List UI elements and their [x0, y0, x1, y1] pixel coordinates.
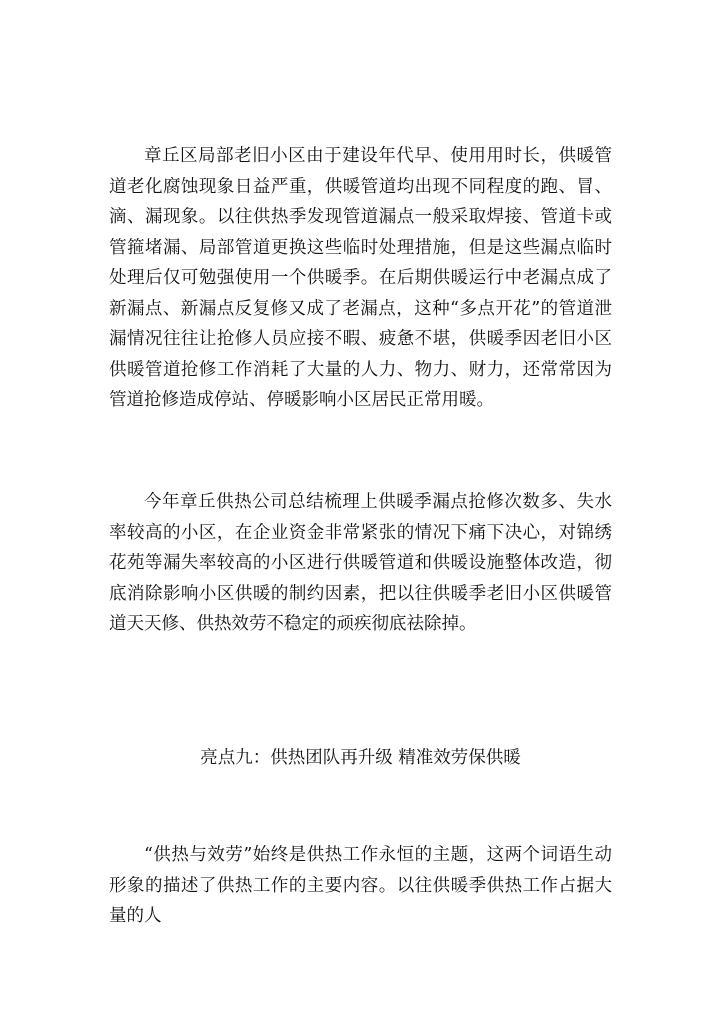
body-paragraph-2: 今年章丘供热公司总结梳理上供暖季漏点抢修次数多、失水率较高的小区，在企业资金非常紧张的情况下痛下决心，对锦绣花苑等漏失率较高的小区进行供暖管道和供暖设施整体改造，彻底消除影响小区供暖的制约因素，把以往供暖季老旧小区供暖管道天天修、供热效劳不稳定的顽疾彻底祛除掉。: [109, 492, 612, 634]
body-paragraph-1: 章丘区局部老旧小区由于建设年代早、使用用时长，供暖管道老化腐蚀现象日益严重，供暖管道均出现不同程度的跑、冒、滴、漏现象。以往供热季发现管道漏点一般采取焊接、管道卡或管箍堵漏、局部管道更换这些临时处理措施，但是这些漏点临时处理后仅可勉强使用一个供暖季。在后期供暖运行中老漏点成了新漏点、新漏点反复修又成了老漏点，这种“多点开花”的管道泄漏情况往往让抢修人员应接不暇、疲惫不堪，供暖季因老旧小区供暖管道抢修工作消耗了大量的人力、物力、财力，还常常因为管道抢修造成停站、停暖影响小区居民正常用暖。: [109, 146, 612, 410]
section-heading: 亮点九：供热团队再升级 精准效劳保供暖: [200, 748, 521, 768]
body-paragraph-3: “供热与效劳”始终是供热工作永恒的主题，这两个词语生动形象的描述了供热工作的主要内容。以往供暖季供热工作占据大量的人: [109, 845, 612, 926]
